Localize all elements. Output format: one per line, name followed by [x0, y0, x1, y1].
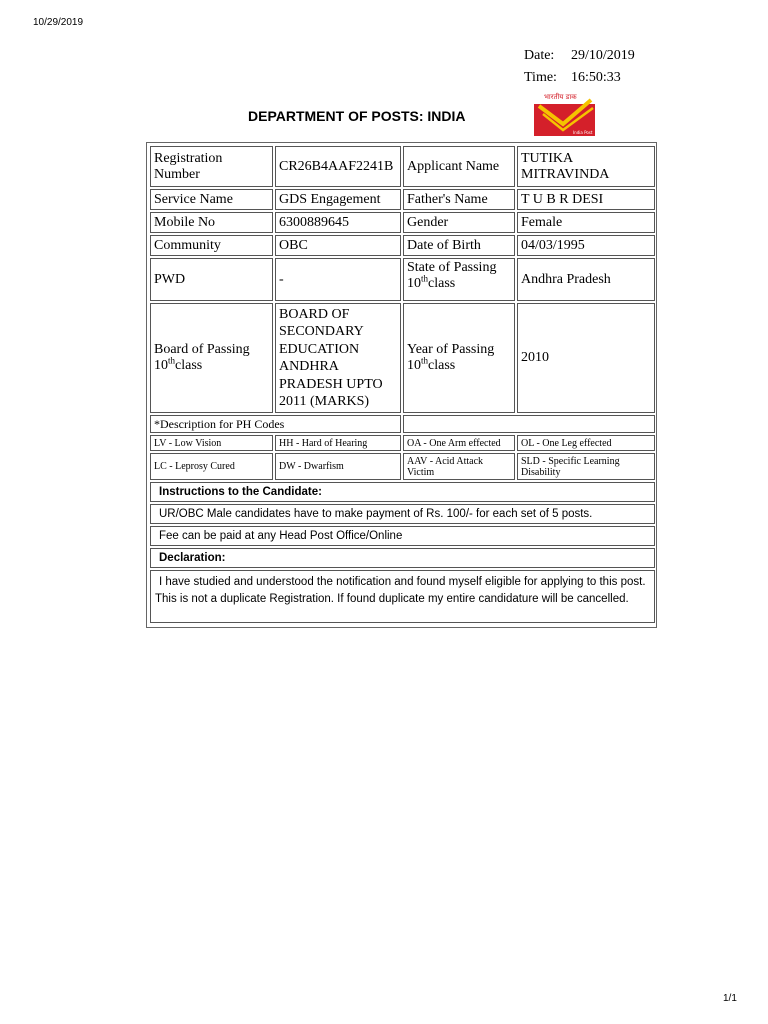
ph-codes-blank: [403, 415, 655, 433]
state-label-num: 10: [407, 276, 421, 291]
year-of-passing-value: 2010: [517, 303, 655, 413]
state-label-text: State of Passing: [407, 260, 497, 275]
date-label: Date:: [524, 48, 555, 63]
gender-label: Gender: [403, 212, 515, 233]
logo-subtext: India Post: [573, 130, 593, 135]
board-label-class: class: [175, 358, 203, 373]
state-of-passing-label: [403, 258, 515, 301]
ph-code-sld: SLD - Specific Learning Disability: [517, 453, 655, 480]
declaration-heading: Declaration:: [150, 548, 655, 568]
pwd-value: -: [275, 258, 401, 301]
time-row: [524, 70, 621, 86]
print-date: 10/29/2019: [33, 17, 84, 28]
time-label: Time:: [524, 70, 557, 85]
fathers-name-label: Father's Name: [403, 189, 515, 210]
ph-code-lc: LC - Leprosy Cured: [150, 453, 273, 480]
instructions-heading: Instructions to the Candidate:: [150, 482, 655, 502]
page-number: 1/1: [723, 993, 737, 1004]
registration-number-value: CR26B4AAF2241B: [275, 146, 401, 187]
fathers-name-value: T U B R DESI: [517, 189, 655, 210]
year-label-num: 10: [407, 358, 421, 373]
applicant-name-value: TUTIKA MITRAVINDA: [517, 146, 655, 187]
dob-label: Date of Birth: [403, 235, 515, 256]
ph-code-aav: AAV - Acid Attack Victim: [403, 453, 515, 480]
date-row: [524, 48, 635, 64]
ph-code-hh: HH - Hard of Hearing: [275, 435, 401, 451]
registration-number-label: Registration Number: [150, 146, 273, 187]
declaration-text: I have studied and understood the notification and found myself eligible for applying to this post. This is not a duplicate Registration. If found duplicate my entire candidature will be cancelled.: [150, 570, 655, 623]
year-of-passing-label: [403, 303, 515, 413]
instructions-line-1: UR/OBC Male candidates have to make payment of Rs. 100/- for each set of 5 posts.: [150, 504, 655, 524]
state-label-class: class: [428, 276, 456, 291]
ph-code-oa: OA - One Arm effected: [403, 435, 515, 451]
year-label-class: class: [428, 358, 456, 373]
mobile-label: Mobile No: [150, 212, 273, 233]
board-of-passing-value: BOARD OF SECONDARY EDUCATION ANDHRA PRADESH UPTO 2011 (MARKS): [275, 303, 401, 413]
year-label-sup: th: [421, 355, 429, 366]
dob-value: 04/03/1995: [517, 235, 655, 256]
ph-code-dw: DW - Dwarfism: [275, 453, 401, 480]
ph-code-ol: OL - One Leg effected: [517, 435, 655, 451]
date-value: 29/10/2019: [571, 48, 635, 63]
board-label-sup: th: [168, 355, 176, 366]
instructions-line-2: Fee can be paid at any Head Post Office/Online: [150, 526, 655, 546]
registration-table: [146, 142, 657, 628]
mobile-value: 6300889645: [275, 212, 401, 233]
gender-value: Female: [517, 212, 655, 233]
india-post-logo: [533, 90, 597, 136]
applicant-name-label: Applicant Name: [403, 146, 515, 187]
logo-hindi-text: भारतीय डाक: [544, 93, 577, 101]
time-value: 16:50:33: [571, 70, 621, 85]
service-name-value: GDS Engagement: [275, 189, 401, 210]
year-label-text: Year of Passing: [407, 342, 495, 357]
service-name-label: Service Name: [150, 189, 273, 210]
state-of-passing-value: Andhra Pradesh: [517, 258, 655, 301]
community-label: Community: [150, 235, 273, 256]
board-label-text: Board of Passing: [154, 342, 250, 357]
ph-codes-title: *Description for PH Codes: [150, 415, 401, 433]
pwd-label: PWD: [150, 258, 273, 301]
board-of-passing-label: [150, 303, 273, 413]
community-value: OBC: [275, 235, 401, 256]
ph-code-lv: LV - Low Vision: [150, 435, 273, 451]
board-label-num: 10: [154, 358, 168, 373]
state-label-sup: th: [421, 273, 429, 284]
page-title: DEPARTMENT OF POSTS: INDIA: [248, 108, 466, 124]
